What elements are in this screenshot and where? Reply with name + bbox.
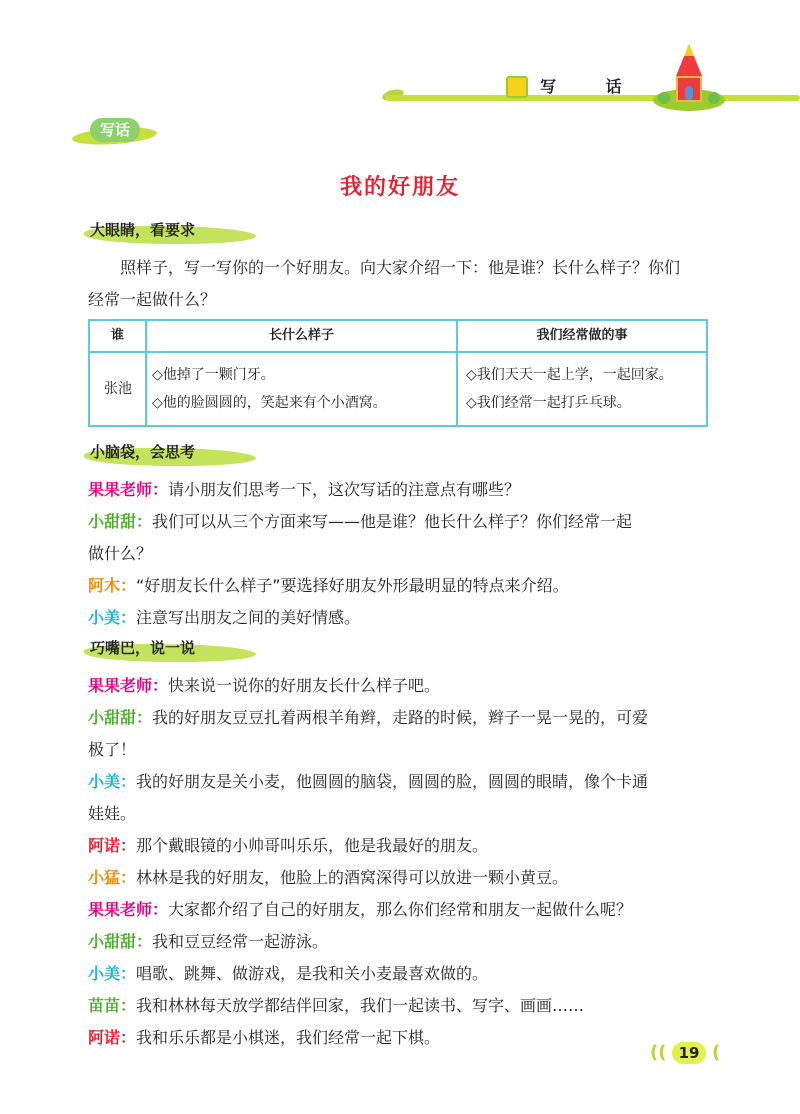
dialogue-text: 我的好朋友是关小麦，他圆圆的脑袋，圆圆的脸，圆圆的眼睛，像个卡通	[136, 772, 649, 791]
dialogue-continuation: 做什么？	[88, 544, 153, 563]
dialogue-line	[88, 926, 728, 958]
table-header-activities: 我们经常做的事	[536, 328, 628, 343]
section-heading-requirements	[88, 218, 195, 246]
dialogue-text: 我和豆豆经常一起游泳。	[152, 932, 329, 951]
speaker-name: 小猛：	[88, 868, 137, 887]
dialogue-line	[88, 894, 728, 926]
intro-line-1: 照样子，写一写你的一个好朋友。向大家介绍一下：他是谁？长什么样子？你们	[120, 258, 681, 277]
speaker-name: 小甜甜：	[88, 932, 153, 951]
dialogue-line	[88, 702, 728, 734]
dialogue-text: 我们可以从三个方面来写——他是谁？他长什么样子？你们经常一起	[152, 512, 633, 531]
dialogue-text: 那个戴眼镜的小帅哥叫乐乐，他是我最好的朋友。	[136, 836, 489, 855]
dialogue-text: 林林是我的好朋友，他脸上的酒窝深得可以放进一颗小黄豆。	[136, 868, 569, 887]
dialogue-continuation: 娃娃。	[88, 804, 137, 823]
table-cell-looks-1: ◇他掉了一颗门牙。	[152, 367, 275, 383]
section-heading-text: 大眼睛，看要求	[90, 221, 196, 239]
page-number-deco-left: ((	[650, 1042, 667, 1063]
section-heading-text: 小脑袋，会思考	[90, 443, 196, 461]
header-square-icon	[506, 76, 528, 98]
dialogue-line	[88, 1022, 728, 1054]
dialogue-continuation: 极了！	[88, 740, 137, 759]
speaker-name: 小美：	[88, 772, 137, 791]
speaker-name: 阿木：	[88, 576, 137, 595]
pencil-house-logo-icon	[650, 42, 728, 112]
speaker-name: 果果老师：	[88, 480, 169, 499]
table-cell-name: 张池	[104, 381, 132, 397]
header-label: 写 话	[540, 77, 644, 96]
speaker-name: 果果老师：	[88, 676, 169, 695]
dialogue-text: “好朋友长什么样子”要选择好朋友外形最明显的特点来介绍。	[136, 576, 569, 595]
section-heading-say	[88, 636, 195, 664]
dialogue-line	[88, 602, 728, 634]
speaker-name: 苗苗：	[88, 996, 137, 1015]
dialogue-line	[88, 670, 728, 702]
section-heading-think	[88, 440, 195, 468]
dialogue-text: 注意写出朋友之间的美好情感。	[136, 608, 361, 627]
dialogue-line	[88, 862, 728, 894]
speaker-name: 阿诺：	[88, 836, 137, 855]
dialogue-line	[88, 766, 728, 798]
page-title: 我的好朋友	[339, 175, 460, 200]
dialogue-text: 我的好朋友豆豆扎着两根羊角辫，走路的时候，辫子一晃一晃的，可爱	[152, 708, 649, 727]
dialogue-text: 请小朋友们思考一下，这次写话的注意点有哪些？	[168, 480, 521, 499]
dialogue-line	[88, 570, 728, 602]
speaker-name: 小甜甜：	[88, 512, 153, 531]
speaker-name: 果果老师：	[88, 900, 169, 919]
dialogue-line	[88, 830, 728, 862]
section-heading-text: 巧嘴巴，说一说	[90, 639, 196, 657]
dialogue-text: 唱歌、跳舞、做游戏，是我和关小麦最喜欢做的。	[136, 964, 489, 983]
dialogue-line	[88, 506, 728, 538]
dialogue-text: 快来说一说你的好朋友长什么样子吧。	[168, 676, 441, 695]
dialogue-line	[88, 990, 728, 1022]
table-cell-activity-1: ◇我们天天一起上学，一起回家。	[466, 367, 673, 383]
section-badge: 写话	[90, 118, 140, 142]
dialogue-line	[88, 958, 728, 990]
table-cell-activity-2: ◇我们经常一起打乒乓球。	[466, 395, 631, 411]
dialogue-text: 我和乐乐都是小棋迷，我们经常一起下棋。	[136, 1028, 441, 1047]
dialogue-line	[88, 474, 728, 506]
table-cell-looks-2: ◇他的脸圆圆的，笑起来有个小酒窝。	[152, 395, 387, 411]
table-header-who: 谁	[110, 328, 124, 343]
speaker-name: 阿诺：	[88, 1028, 137, 1047]
dialogue-text: 我和林林每天放学都结伴回家，我们一起读书、写字、画画……	[136, 996, 585, 1015]
example-table	[88, 319, 708, 427]
speaker-name: 小美：	[88, 608, 137, 627]
page-number-deco-right: (	[712, 1042, 721, 1063]
dialogue-text: 大家都介绍了自己的好朋友，那么你们经常和朋友一起做什么呢？	[168, 900, 633, 919]
page-number: 19	[672, 1042, 706, 1064]
speaker-name: 小甜甜：	[88, 708, 153, 727]
intro-line-2: 经常一起做什么？	[88, 290, 217, 309]
table-header-looks: 长什么样子	[268, 328, 334, 343]
speaker-name: 小美：	[88, 964, 137, 983]
